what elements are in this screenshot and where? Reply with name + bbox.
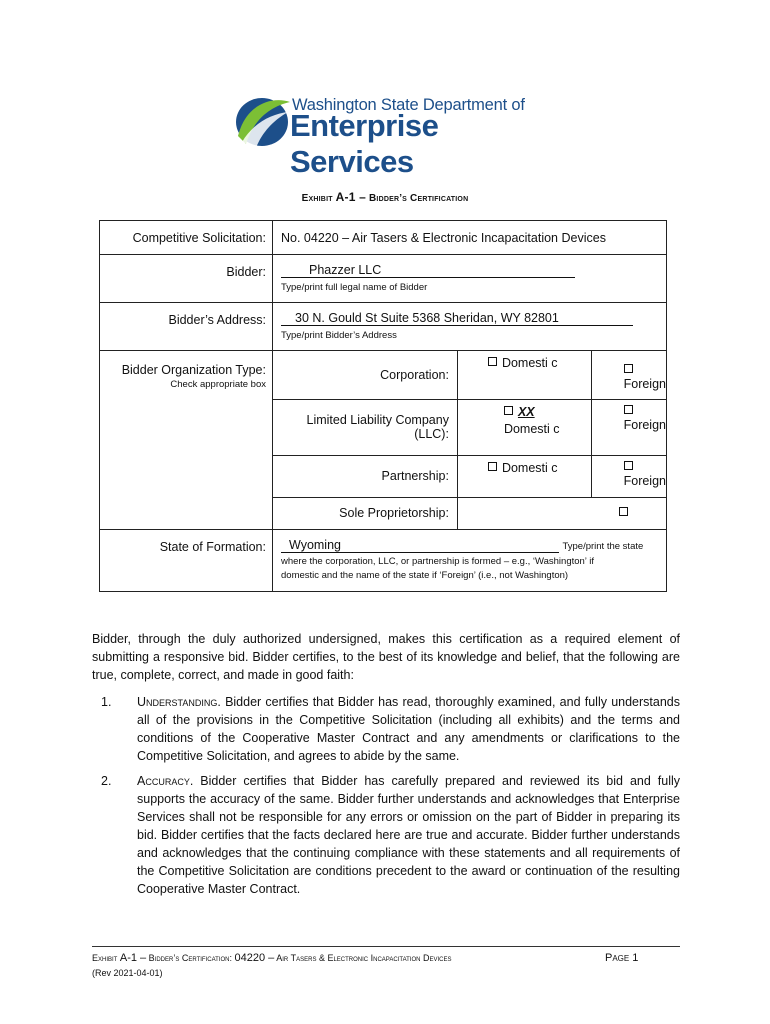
solicitation-value: No. 04220 – Air Tasers & Electronic Incapacitation Devices xyxy=(273,221,667,255)
bidder-name-field[interactable]: Phazzer LLC xyxy=(281,263,575,278)
logo-line-1: Washington State Department of xyxy=(292,96,525,114)
bidder-address-field[interactable]: 30 N. Gould St Suite 5368 Sheridan, WY 82801 xyxy=(281,311,633,326)
checkbox-icon[interactable] xyxy=(624,364,633,373)
org-row-sole-check[interactable] xyxy=(457,497,666,529)
formation-label: State of Formation: xyxy=(100,530,273,592)
org-row-partnership-domestic[interactable] xyxy=(457,455,591,497)
org-row-partnership-foreign[interactable] xyxy=(591,455,666,497)
foreign-label: Foreign xyxy=(623,377,666,391)
llc-mark: XX xyxy=(517,404,535,419)
item-body: . Bidder certifies that Bidder has carefully prepared and reviewed its bid and fully supports the accuracy of the same. Bidder further understands and acknowledges that Enterprise Services shall not be responsible for any errors or omission on the part of Bidder in preparing its bid. Bidder certifies that the facts declared here are true and accurate. Bidder further understands and acknowledges that the continuing compliance with these statements and all requirements of the Competitive Solicitation are conditions precedent to the award or continuation of the resulting Cooperative Master Contract. xyxy=(137,774,680,896)
footer-part: Air Tasers & Electronic Incapacitation Devices xyxy=(276,953,452,963)
formation-note: where the corporation, LLC, or partnership is formed – e.g., ‘Washington’ if domestic and the name of the state if ‘Foreign’ (i.e., not Washington) xyxy=(281,556,594,581)
bidder-info-table xyxy=(99,220,667,592)
org-row-corporation-foreign[interactable] xyxy=(591,351,666,399)
footer-part: A-1 – xyxy=(119,952,147,964)
domestic-label: Domesti c xyxy=(501,460,558,475)
org-row-corporation-domestic[interactable] xyxy=(457,351,591,399)
exhibit-title-code: A-1 – xyxy=(335,190,367,204)
exhibit-title xyxy=(0,190,770,204)
checkbox-icon[interactable] xyxy=(624,461,633,470)
checkbox-icon[interactable] xyxy=(624,405,633,414)
footer-part: Exhibit xyxy=(92,953,118,963)
exhibit-title-rest: Bidder’s Certification xyxy=(369,193,469,204)
formation-note-inline: Type/print the state xyxy=(562,541,644,552)
checkbox-icon[interactable] xyxy=(619,507,628,516)
org-row-corporation-label: Corporation: xyxy=(273,351,457,399)
agency-logo xyxy=(232,92,542,179)
logo-swoosh-icon xyxy=(232,92,294,152)
org-type-table xyxy=(273,351,666,529)
foreign-label: Foreign xyxy=(623,417,666,432)
org-type-label: Bidder Organization Type: xyxy=(121,363,266,377)
bidder-note: Type/print full legal name of Bidder xyxy=(281,282,428,293)
solicitation-label: Competitive Solicitation: xyxy=(100,221,273,255)
footer-part: Bidder’s Certification: xyxy=(148,953,232,963)
org-row-llc-label: Limited Liability Company (LLC): xyxy=(273,399,457,455)
domestic-label: Domesti c xyxy=(501,356,558,370)
org-row-llc-domestic[interactable] xyxy=(457,399,591,455)
bidder-cell xyxy=(273,255,667,303)
exhibit-title-prefix: Exhibit xyxy=(301,193,333,204)
org-type-sub: Check appropriate box xyxy=(170,379,266,390)
checkbox-icon[interactable] xyxy=(488,462,497,471)
footer-divider xyxy=(92,946,680,947)
item-heading: Understanding xyxy=(137,695,218,709)
revision-date: (Rev 2021-04-01) xyxy=(92,968,163,978)
address-note: Type/print Bidder’s Address xyxy=(281,330,397,341)
org-row-partnership-label: Partnership: xyxy=(273,455,457,497)
bidder-label: Bidder: xyxy=(100,255,273,303)
page-number: Page 1 xyxy=(605,952,639,964)
intro-paragraph: Bidder, through the duly authorized undersigned, makes this certification as a required element of submitting a responsive bid. Bidder certifies, to the best of its knowledge and belief, that the following are true, complete, correct, and made in good faith: xyxy=(92,632,680,682)
domestic-label: Domesti c xyxy=(503,421,560,436)
org-type-cell xyxy=(273,351,667,530)
address-label: Bidder’s Address: xyxy=(100,303,273,351)
footer-part: 04220 – xyxy=(234,952,275,964)
formation-state-field[interactable]: Wyoming xyxy=(281,538,559,553)
org-row-sole-label: Sole Proprietorship: xyxy=(273,497,457,529)
org-row-llc-foreign[interactable] xyxy=(591,399,666,455)
item-number: 1. xyxy=(101,695,112,709)
checkbox-icon[interactable] xyxy=(488,357,497,366)
item-text xyxy=(137,772,680,898)
item-body: . Bidder certifies that Bidder has read, thoroughly examined, and fully understands all of the provisions in the Competitive Solicitation (including all exhibits) and the terms and conditions of the Cooperative Master Contract and any amendments or clarifications to the Competitive Solicitation, and agrees to abide by the same. xyxy=(137,695,680,763)
footer-title xyxy=(92,952,451,964)
item-text xyxy=(137,693,680,765)
foreign-label: Foreign xyxy=(623,473,666,488)
address-cell xyxy=(273,303,667,351)
checkbox-icon[interactable] xyxy=(504,406,513,415)
item-heading: Accuracy xyxy=(137,774,190,788)
logo-line-2: Enterprise Services xyxy=(290,108,439,179)
org-type-label-cell xyxy=(100,351,273,530)
item-number: 2. xyxy=(101,774,112,788)
formation-cell xyxy=(273,530,667,592)
